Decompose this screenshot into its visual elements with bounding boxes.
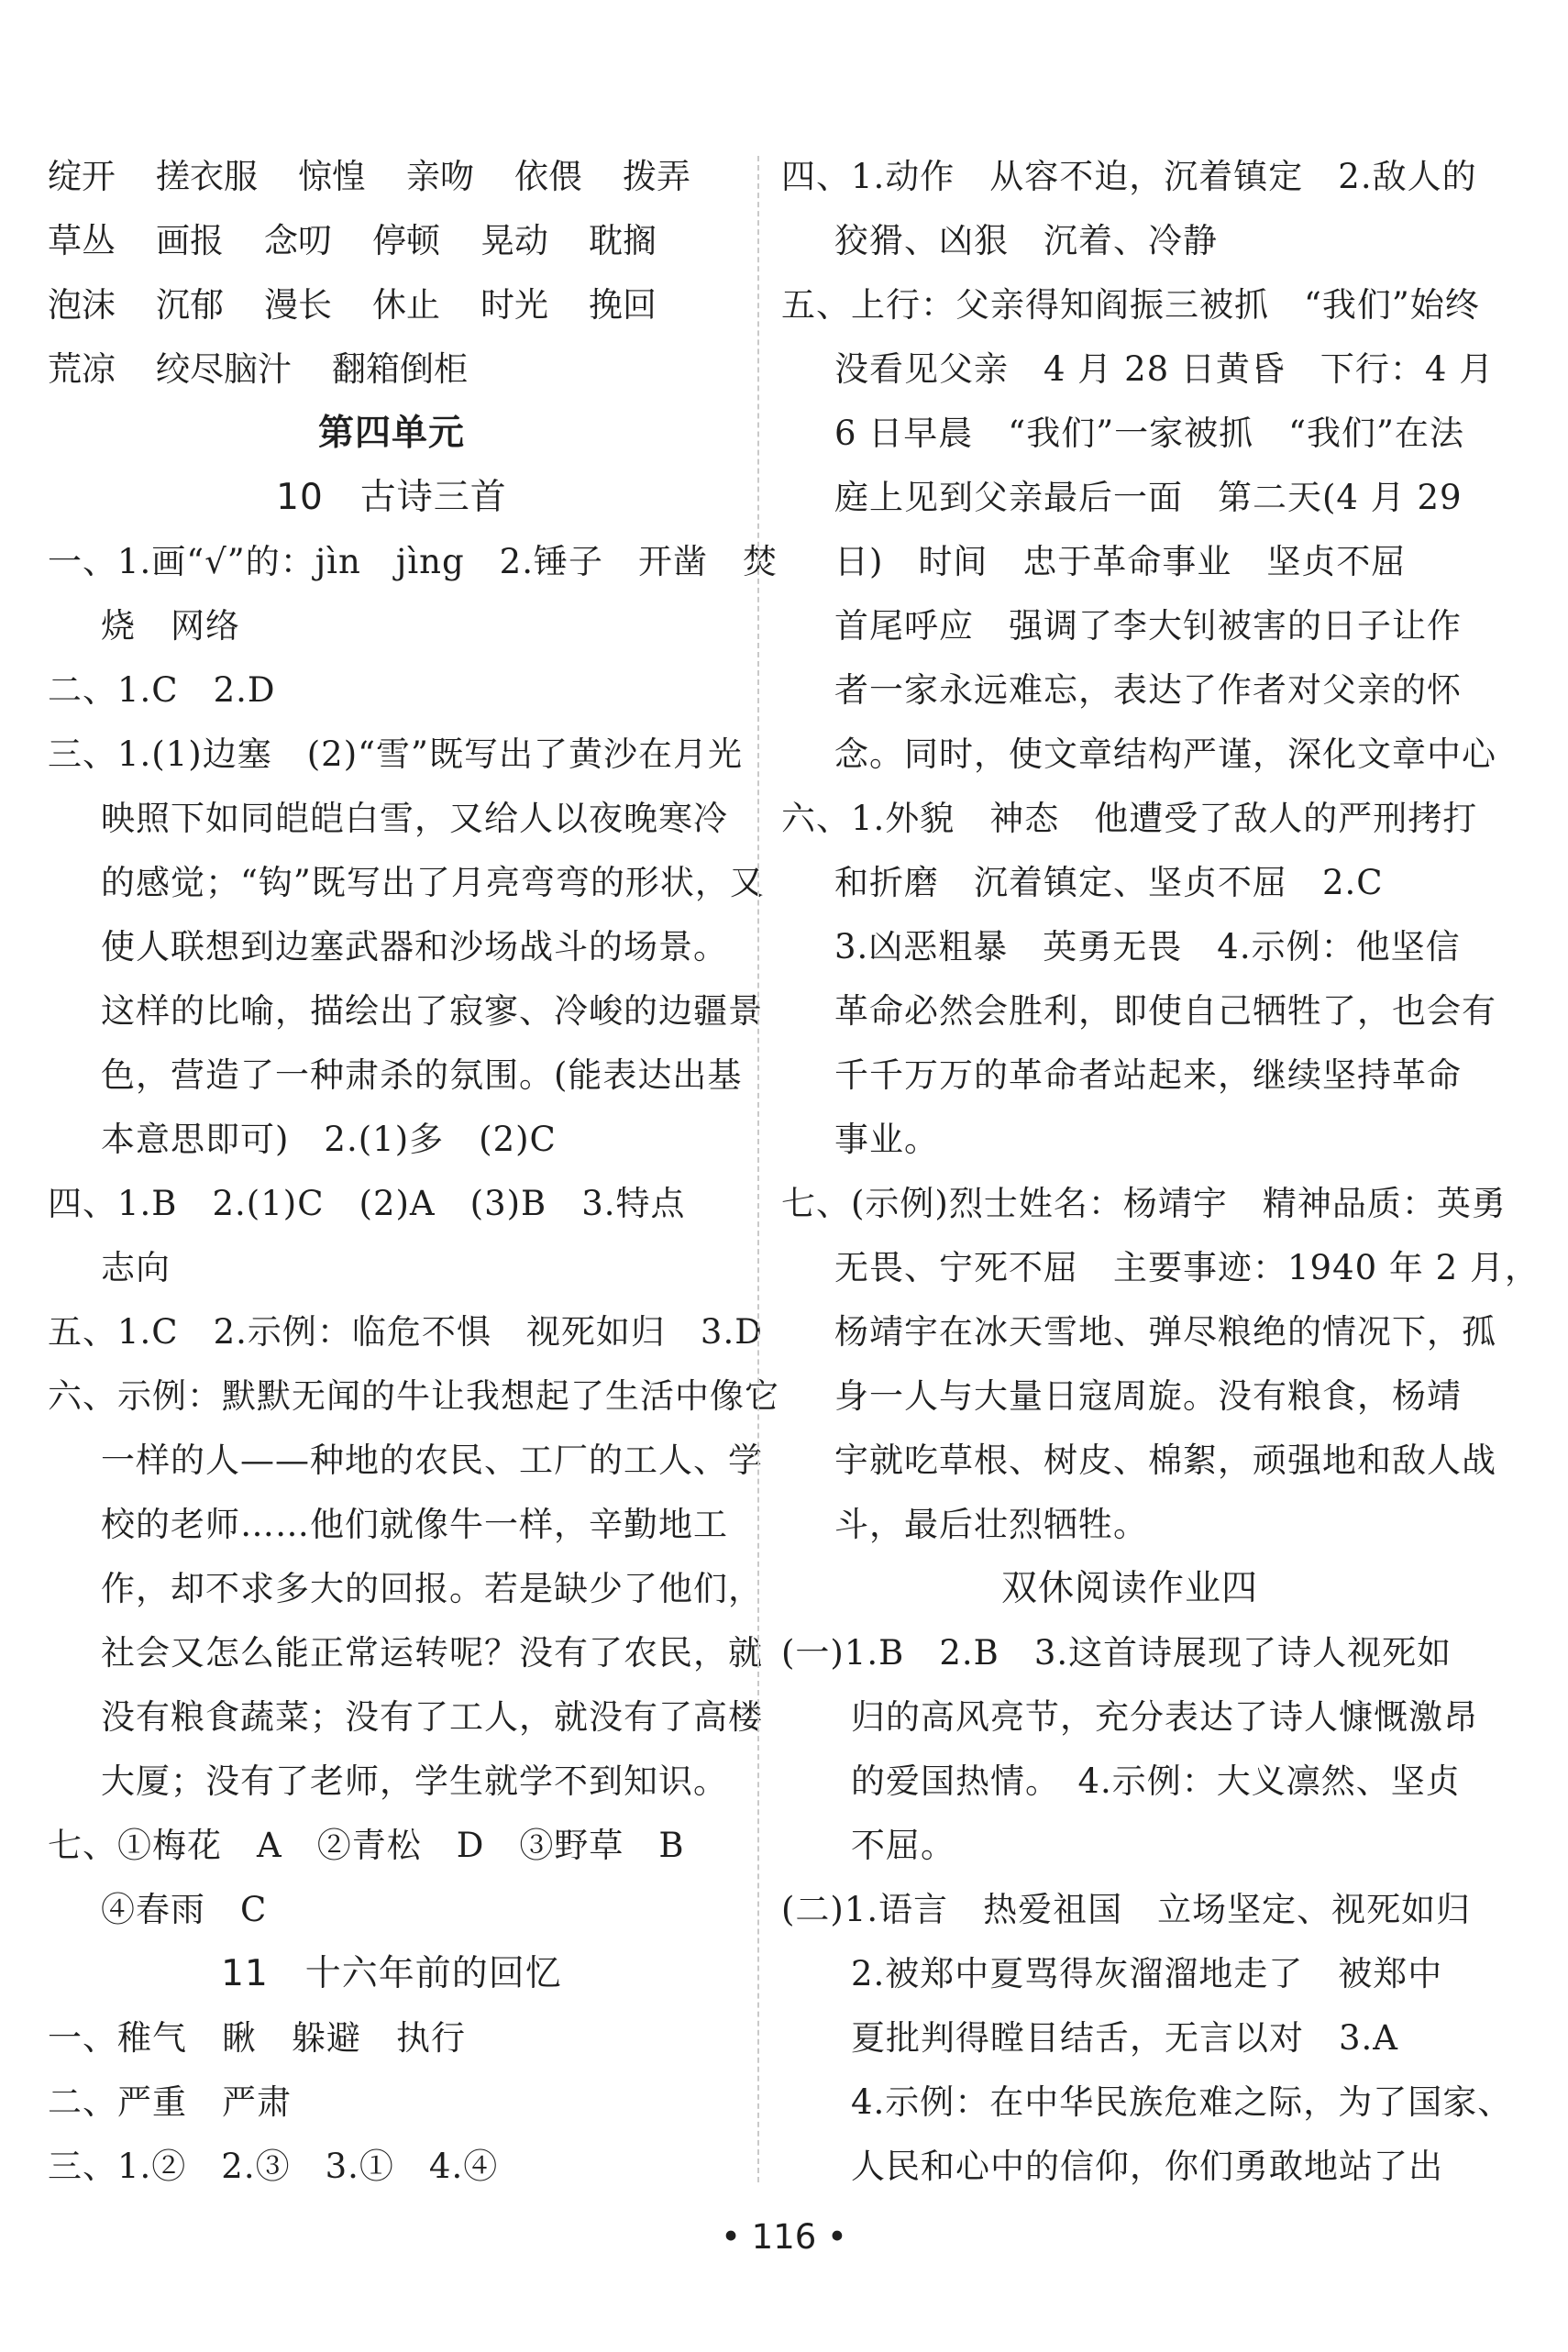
answer-line: 三、1.② 2.③ 3.① 4.④ [48,2147,499,2186]
answer-line: 庭上见到父亲最后一面 第二天(4 月 29 [834,478,1463,517]
answer-line: 革命必然会胜利，即使自己牺牲了，也会有 [834,991,1496,1031]
left-column [48,145,779,2199]
word: 休止 [372,285,440,325]
answer-line: 狡猾、凶狠 沉着、冷静 [834,221,1218,260]
word: 停顿 [372,221,440,260]
lesson-title: 11 十六年前的回忆 [221,1953,562,1994]
answer-line: 4.示例：在中华民族危难之际，为了国家、 [851,2082,1513,2122]
answer-line: 斗，最后壮烈牺牲。 [834,1505,1148,1544]
reading-homework-title: 双休阅读作业四 [1000,1568,1258,1609]
word: 荒凉 [48,349,116,389]
word: 拨弄 [623,157,690,196]
word-row [48,145,735,209]
answer-line: 烧 网络 [101,606,240,646]
answer-line: 千千万万的革命者站起来，继续坚持革命 [834,1055,1462,1095]
word: 泡沫 [48,285,116,325]
answer-line: 七、①梅花 A ②青松 D ③野草 B [48,1826,685,1865]
answer-line: 2.被郑中夏骂得灰溜溜地走了 被郑中 [851,1954,1443,1993]
word: 亲吻 [406,157,474,196]
answer-line: 四、1.B 2.(1)C (2)A (3)B 3.特点 [48,1184,686,1223]
answer-line: 映照下如同皑皑白雪，又给人以夜晚寒冷 [101,799,728,838]
answer-line: 6 日早晨 “我们”一家被抓 “我们”在法 [834,414,1464,453]
answer-line: 念。同时，使文章结构严谨，深化文章中心 [834,734,1496,774]
word: 挽回 [589,285,657,325]
word: 晃动 [480,221,548,260]
answer-line: 和折磨 沉着镇定、坚贞不屈 2.C [834,863,1384,902]
answer-line: 二、严重 严肃 [48,2082,292,2122]
answer-line: 无畏、宁死不屈 主要事迹：1940 年 2 月， [834,1248,1540,1287]
answer-line: 五、上行：父亲得知阎振三被抓 “我们”始终 [781,285,1480,325]
answer-line: (二)1.语言 热爱祖国 立场坚定、视死如归 [781,1890,1472,1929]
answer-line: 作，却不求多大的回报。若是缺少了他们， [101,1569,763,1608]
answer-line: 人民和心中的信仰，你们勇敢地站了出 [851,2147,1443,2186]
answer-line: 首尾呼应 强调了李大钊被害的日子让作 [834,606,1462,646]
answer-line: 归的高风亮节，充分表达了诗人慷慨激昂 [851,1697,1478,1737]
answer-line: 校的老师……他们就像牛一样，辛勤地工 [101,1505,728,1544]
answer-line: 宇就吃草根、树皮、棉絮，顽强地和敌人战 [834,1441,1496,1480]
answer-line: 七、(示例)烈士姓名：杨靖宇 精神品质：英勇 [781,1184,1507,1223]
answer-line: 日) 时间 忠于革命事业 坚贞不屈 [834,542,1407,581]
word: 依偎 [514,157,582,196]
word: 翻箱倒柜 [332,349,468,389]
word: 搓衣服 [156,157,258,196]
answer-line: 使人联想到边塞武器和沙场战斗的场景。 [101,927,728,966]
answer-line: 没看见父亲 4 月 28 日黄昏 下行：4 月 [834,349,1495,389]
word: 耽搁 [589,221,657,260]
word: 念叨 [264,221,332,260]
word: 绞尽脑汁 [156,349,292,389]
answer-line: (一)1.B 2.B 3.这首诗展现了诗人视死如 [781,1633,1452,1673]
answer-line: 社会又怎么能正常运转呢？没有了农民，就 [101,1633,763,1673]
answer-line: 三、1.(1)边塞 (2)“雪”既写出了黄沙在月光 [48,734,743,774]
answer-line: 3.凶恶粗暴 英勇无畏 4.示例：他坚信 [834,927,1461,966]
right-column [781,145,1540,2199]
answer-line: 不屈。 [851,1826,955,1865]
word: 沉郁 [156,285,224,325]
word-row [48,209,735,273]
answer-line: 身一人与大量日寇周旋。没有粮食，杨靖 [834,1376,1462,1416]
answer-line: 四、1.动作 从容不迫，沉着镇定 2.敌人的 [781,157,1477,196]
answer-line: 五、1.C 2.示例：临危不惧 视死如归 3.D [48,1312,763,1352]
word: 惊惶 [298,157,366,196]
answer-line: 志向 [101,1248,171,1287]
answer-line: 大厦；没有了老师，学生就学不到知识。 [101,1761,728,1801]
answer-line: ④春雨 C [101,1890,268,1929]
answer-line: 二、1.C 2.D [48,670,276,710]
answer-line: 色，营造了一种肃杀的氛围。(能表达出基 [101,1055,743,1095]
answer-line: 杨靖宇在冰天雪地、弹尽粮绝的情况下，孤 [834,1312,1496,1352]
column-divider [757,156,759,2182]
answer-line: 六、1.外貌 神态 他遭受了敌人的严刑拷打 [781,799,1478,838]
answer-line: 的感觉；“钩”既写出了月亮弯弯的形状，又 [101,863,765,902]
answer-line: 者一家永远难忘，表达了作者对父亲的怀 [834,670,1462,710]
answer-line: 一、1.画“√”的：jìn jìng 2.锤子 开凿 焚 [48,542,778,581]
answer-line: 夏批判得瞠目结舌，无言以对 3.A [851,2018,1399,2058]
word: 时光 [480,285,548,325]
answer-line: 事业。 [834,1120,939,1159]
answer-line: 这样的比喻，描绘出了寂寥、冷峻的边疆景 [101,991,763,1031]
page-number: • 116 • [721,2217,847,2257]
answer-line: 一、稚气 瞅 躲避 执行 [48,2018,466,2058]
word: 草丛 [48,221,116,260]
unit-title: 第四单元 [317,413,465,454]
word: 绽开 [48,157,116,196]
answer-line: 六、示例：默默无闻的牛让我想起了生活中像它 [48,1376,779,1416]
word-row [48,337,735,402]
word: 画报 [156,221,224,260]
word: 漫长 [264,285,332,325]
answer-line: 一样的人——种地的农民、工厂的工人、学 [101,1441,763,1480]
answer-line: 的爱国热情。 4.示例：大义凛然、坚贞 [851,1761,1461,1801]
word-row [48,273,735,337]
answer-line: 本意思即可) 2.(1)多 (2)C [101,1120,557,1159]
answer-line: 没有粮食蔬菜；没有了工人，就没有了高楼 [101,1697,763,1737]
lesson-title: 10 古诗三首 [276,477,507,518]
